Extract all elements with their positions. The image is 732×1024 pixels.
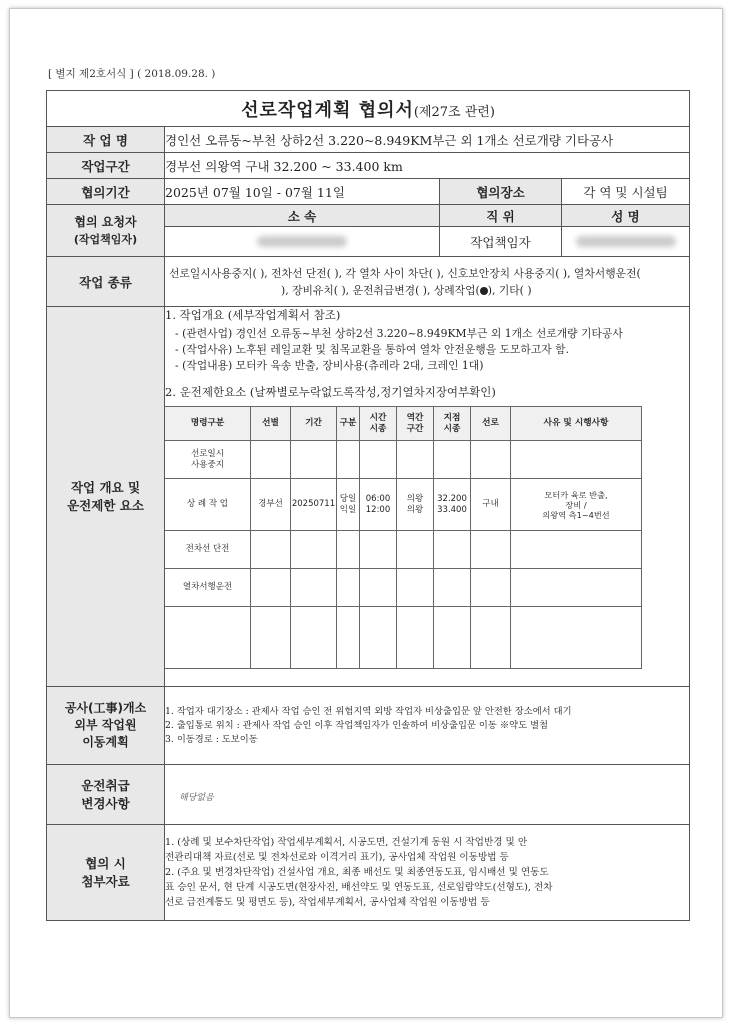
table-cell: [471, 441, 511, 479]
table-cell: [291, 441, 337, 479]
movement-label: [47, 687, 165, 765]
requester-label-line1: 협의 요청자: [74, 214, 137, 229]
header-command-type: 명령구분: [165, 407, 251, 441]
form-title-sub: (제27조 관련): [413, 104, 495, 120]
place-value: 각 역 및 시설팀: [562, 179, 690, 205]
restriction-table: [164, 406, 642, 669]
operation-change-value: [165, 765, 690, 825]
table-cell: 20250711: [291, 479, 337, 531]
header-division: 구분: [337, 407, 360, 441]
table-cell: [360, 441, 397, 479]
period-value: 2025년 07월 10일 - 07월 11일: [165, 179, 440, 205]
table-row: [165, 607, 642, 669]
header-station-section: 역간 구간: [397, 407, 434, 441]
work-type-line2-b: ), 기타( ): [487, 283, 532, 297]
table-cell: 32.200 33.400: [434, 479, 471, 531]
table-cell: [471, 607, 511, 669]
overview-label-line1: 작업 개요 및: [70, 479, 141, 495]
table-cell: [337, 441, 360, 479]
overview-line-related: - (관련사업) 경인선 오류동~부천 상하2선 3.220~8.949KM부근 외 1개소 선로개량 기타공사: [175, 327, 623, 340]
table-cell: [471, 531, 511, 569]
operation-change-label: [47, 765, 165, 825]
table-cell: 모터카 육로 반출, 장비 / 의왕역 측1~4번선: [511, 479, 642, 531]
overview-content: [165, 307, 690, 687]
movement-line-route: 3. 이동경로 : 도보이동: [165, 733, 258, 745]
table-cell: [434, 441, 471, 479]
header-period: 기간: [291, 407, 337, 441]
row-type-cell: 선로일시 사용중지: [165, 441, 251, 479]
table-cell: [360, 607, 397, 669]
overview-label-line2: 운전제한 요소: [67, 497, 144, 513]
attachments-label: [47, 825, 165, 921]
table-cell: [511, 531, 642, 569]
table-cell: [291, 569, 337, 607]
consultation-form-table: [46, 90, 690, 921]
attachments-line: 전관리대책 자료(선로 및 전차선로와 이격거리 표기), 공사업체 작업원 이동방법 등: [165, 852, 509, 863]
table-cell: [291, 531, 337, 569]
header-line: 선별: [251, 407, 291, 441]
movement-plan: [165, 687, 690, 765]
table-cell: 의왕 의왕: [397, 479, 434, 531]
form-title: [47, 91, 690, 127]
table-cell: [251, 569, 291, 607]
operation-change-text: 해당없음: [179, 793, 214, 803]
table-cell: [251, 531, 291, 569]
requester-label-line2: (작업책임자): [73, 232, 138, 246]
table-cell: [434, 569, 471, 607]
attachments-line: 1. (상례 및 보수차단작업) 작업세부계획서, 시공도면, 건설기계 동원 시 작업반경 및 안: [165, 837, 528, 848]
affiliation-header: 소 속: [165, 205, 440, 227]
header-point: 지점 시종: [434, 407, 471, 441]
table-cell: [360, 569, 397, 607]
table-cell: [251, 607, 291, 669]
redacted-affiliation: [257, 236, 347, 247]
table-cell: [165, 607, 251, 669]
table-cell: 구내: [471, 479, 511, 531]
table-cell: [397, 607, 434, 669]
table-cell: [337, 569, 360, 607]
movement-label-line3: 이동계획: [82, 735, 129, 749]
table-cell: [397, 441, 434, 479]
table-row: [165, 569, 642, 607]
table-cell: 당일 익일: [337, 479, 360, 531]
table-cell: 06:00 12:00: [360, 479, 397, 531]
overview-section1-title: 1. 작업개요 (세부작업계획서 참조): [165, 308, 341, 322]
table-cell: 경부선: [251, 479, 291, 531]
overview-line-reason: - (작업사유) 노후된 레일교환 및 침목교환을 통하여 열차 안전운행을 도모하고자 함.: [175, 343, 570, 356]
table-cell: [397, 569, 434, 607]
redacted-name: [576, 236, 676, 247]
table-cell: [337, 607, 360, 669]
attachments-line: 2. (주요 및 변경차단작업) 건설사업 개요, 최종 배선도 및 최종연동도표, 임시배선 및 연동도: [165, 867, 549, 878]
form-reference: [ 별지 제2호서식 ] ( 2018.09.28. ): [48, 68, 216, 80]
movement-label-line2: 외부 작업원: [74, 718, 137, 732]
table-cell: [291, 607, 337, 669]
place-label: 협의장소: [440, 179, 562, 205]
table-cell: [434, 531, 471, 569]
form-title-main: 선로작업계획 협의서: [241, 99, 414, 121]
attachments-content: [165, 825, 690, 921]
requester-label: [47, 205, 165, 257]
table-row: [165, 531, 642, 569]
work-type-line1: 선로일시사용중지( ), 전차선 단전( ), 각 열차 사이 차단( ), 신호보안장치 사용중지( ), 열차서행운전(: [169, 266, 641, 280]
checked-mark-icon: [480, 287, 488, 295]
table-cell: [511, 569, 642, 607]
overview-line-content: - (작업내용) 모터카 육송 반출, 장비사용(츄레라 2대, 크레인 1대): [175, 359, 484, 372]
table-row: [165, 479, 642, 531]
header-track: 선로: [471, 407, 511, 441]
work-type-label: 작업 종류: [47, 257, 165, 307]
table-row: [165, 441, 642, 479]
row-type-cell: 상 례 작 업: [165, 479, 251, 531]
table-cell: [251, 441, 291, 479]
work-type-line2: [169, 282, 685, 299]
work-section-label: 작업구간: [47, 153, 165, 179]
table-cell: [471, 569, 511, 607]
table-cell: [511, 441, 642, 479]
work-name-value: 경인선 오류동~부천 상하2선 3.220~8.949KM부근 외 1개소 선로개량 기타공사: [165, 127, 690, 153]
operation-change-label-line1: 운전취급: [81, 777, 130, 793]
work-type-options: [165, 257, 690, 307]
overview-section2-title: 2. 운전제한요소 (날짜별로누락없도록작성,정기열차지장여부확인): [165, 385, 496, 399]
position-header: 직 위: [440, 205, 562, 227]
movement-line-waiting: 1. 작업자 대기장소 : 관제사 작업 승인 전 위험지역 외방 작업자 비상출입문 앞 안전한 장소에서 대기: [165, 705, 572, 717]
attachments-line: 표 승인 문서, 현 단계 시공도면(현장사진, 배선약도 및 연동도표, 선로임람약도(선형도), 전차: [165, 882, 553, 893]
table-cell: [337, 531, 360, 569]
attachments-label-line2: 첨부자료: [81, 873, 130, 889]
overview-label: [47, 307, 165, 687]
restriction-table-header: [165, 407, 642, 441]
table-cell: [434, 607, 471, 669]
name-header: 성 명: [562, 205, 690, 227]
attachments-label-line1: 협의 시: [85, 855, 126, 871]
work-type-line2-a: ), 장비유치( ), 운전취급변경( ), 상례작업(: [281, 283, 480, 297]
attachments-line: 선로 급전계통도 및 평면도 등), 작업세부계획서, 공사업체 작업원 이동방법 등: [165, 897, 490, 908]
operation-change-label-line2: 변경사항: [81, 795, 130, 811]
table-cell: [360, 531, 397, 569]
affiliation-value: [165, 227, 440, 257]
header-reason: 사유 및 시행사항: [511, 407, 642, 441]
row-type-cell: 전차선 단전: [165, 531, 251, 569]
position-value: 작업책임자: [440, 227, 562, 257]
table-cell: [397, 531, 434, 569]
period-label: 협의기간: [47, 179, 165, 205]
movement-label-line1: 공사(工事)개소: [64, 701, 147, 715]
header-time: 시간 시종: [360, 407, 397, 441]
name-value: [562, 227, 690, 257]
work-section-value: 경부선 의왕역 구내 32.200 ~ 33.400 km: [165, 153, 690, 179]
work-name-label: 작 업 명: [47, 127, 165, 153]
movement-line-passage: 2. 출입통로 위치 : 관제사 작업 승인 이후 작업책임자가 인솔하여 비상출입문 이동 ※약도 별첨: [165, 719, 549, 731]
table-cell: [511, 607, 642, 669]
row-type-cell: 열차서행운전: [165, 569, 251, 607]
